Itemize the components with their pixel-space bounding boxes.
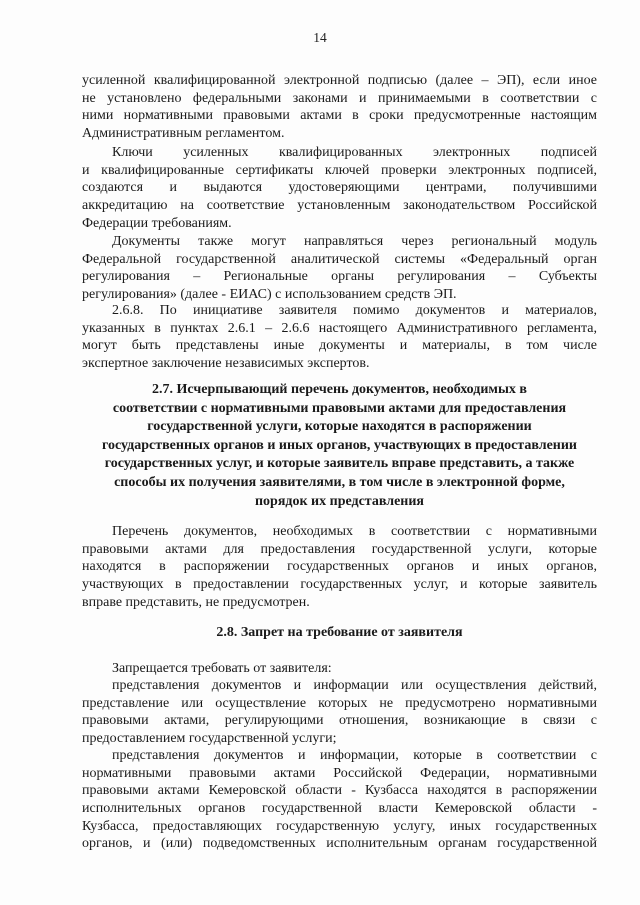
heading-section-2-7 — [82, 381, 597, 511]
paragraph-keys — [82, 144, 597, 232]
paragraph-prohibition-1 — [82, 677, 597, 748]
heading-line: государственной услуги, которые находятся в распоряжении — [147, 419, 532, 435]
text-line: органов, и (или) подведомственных исполнительным органам государственной — [82, 836, 597, 852]
text-line: правовыми актами, регулирующими отношения, возникающие в связи с — [82, 713, 597, 729]
text-line: правовыми актами для предоставления государственной услуги, которые — [82, 541, 597, 557]
paragraph-prohibition-2 — [82, 747, 597, 853]
text-line: не установлено федеральными законами и принимаемыми в соответствии с — [82, 90, 597, 106]
text-line: представления документов и информации или осуществления действий, — [112, 678, 597, 693]
text-line: представления документов и информации, которые в соответствии с — [112, 748, 597, 763]
paragraph-esignature — [82, 72, 597, 143]
paragraph-document-list — [82, 523, 597, 611]
text-line: Федерации требованиям. — [82, 215, 232, 231]
text-line: Запрещается требовать от заявителя: — [112, 661, 332, 676]
text-line: 2.6.8. По инициативе заявителя помимо документов и материалов, — [112, 303, 597, 318]
text-line: Документы также могут направляться через региональный модуль — [112, 234, 597, 249]
text-line: исполнительных органов государственной власти Кемеровской области - — [82, 801, 597, 817]
text-line: создаются и выдаются удостоверяющими центрами, получившими — [82, 180, 597, 196]
text-line: нормативными правовыми актами Российской Федерации, нормативными — [82, 765, 597, 781]
text-line: представление или осуществление которых не предусмотрено нормативными — [82, 695, 597, 711]
text-line: ними нормативными правовыми актами в сроки предусмотренные настоящим — [82, 108, 597, 124]
text-line: указанных в пунктах 2.6.1 – 2.6.6 настоящего Административного регламента, — [82, 320, 597, 336]
heading-line: соответствии с нормативными правовыми актами для предоставления — [112, 400, 567, 416]
text-line: усиленной квалифицированной электронной подписью (далее – ЭП), если иное — [82, 73, 597, 88]
text-line: могут быть представлены иные документы и материалы, в том числе — [82, 338, 597, 354]
text-line: и квалифицированные сертификаты ключей проверки электронных подписей, — [82, 162, 597, 178]
text-line: регулирования» (далее - ЕИАС) с использованием средств ЭП. — [82, 287, 457, 303]
heading-section-2-8 — [82, 624, 597, 643]
text-line: участвующих в предоставлении государственных услуг, и которые заявитель — [82, 577, 597, 593]
text-line: Федеральной государственной аналитической системы «Федеральный орган — [82, 251, 597, 267]
text-line: вправе представить, не предусмотрен. — [82, 594, 310, 610]
text-line: Административным регламентом. — [82, 126, 285, 142]
text-line: предоставлением государственной услуги; — [82, 731, 337, 747]
text-line: регулирования – Региональные органы регулирования – Субъекты — [82, 269, 597, 285]
paragraph-2-6-8 — [82, 302, 597, 373]
heading-line: 2.8. Запрет на требование от заявителя — [216, 625, 463, 640]
heading-line: способы их получения заявителями, в том числе в электронной форме, — [114, 474, 565, 490]
heading-line: государственных органов и иных органов, участвующих в предоставлении — [101, 437, 577, 453]
text-line: находятся в распоряжении государственных органов и иных органов, — [82, 559, 597, 575]
text-line: аккредитацию на соответствие установленным законодательством Российской — [82, 198, 597, 214]
heading-line: порядок их представления — [254, 493, 425, 509]
text-line: правовыми актами Кемеровской области - Кузбасса находятся в распоряжении — [82, 783, 597, 799]
page-number: 14 — [313, 30, 327, 45]
heading-line: государственных услуг, и которые заявитель вправе представить, а также — [104, 456, 575, 472]
text-line: Ключи усиленных квалифицированных электронных подписей — [112, 145, 597, 160]
text-line: Перечень документов, необходимых в соответствии с нормативными — [112, 524, 597, 539]
heading-line: 2.7. Исчерпывающий перечень документов, необходимых в — [152, 382, 527, 397]
text-line: экспертное заключение независимых экспертов. — [82, 356, 370, 372]
paragraph-eias — [82, 233, 597, 304]
text-line: Кузбасса, предоставляющих государственную услугу, иных государственных — [82, 818, 597, 834]
paragraph-prohibited — [82, 660, 597, 678]
